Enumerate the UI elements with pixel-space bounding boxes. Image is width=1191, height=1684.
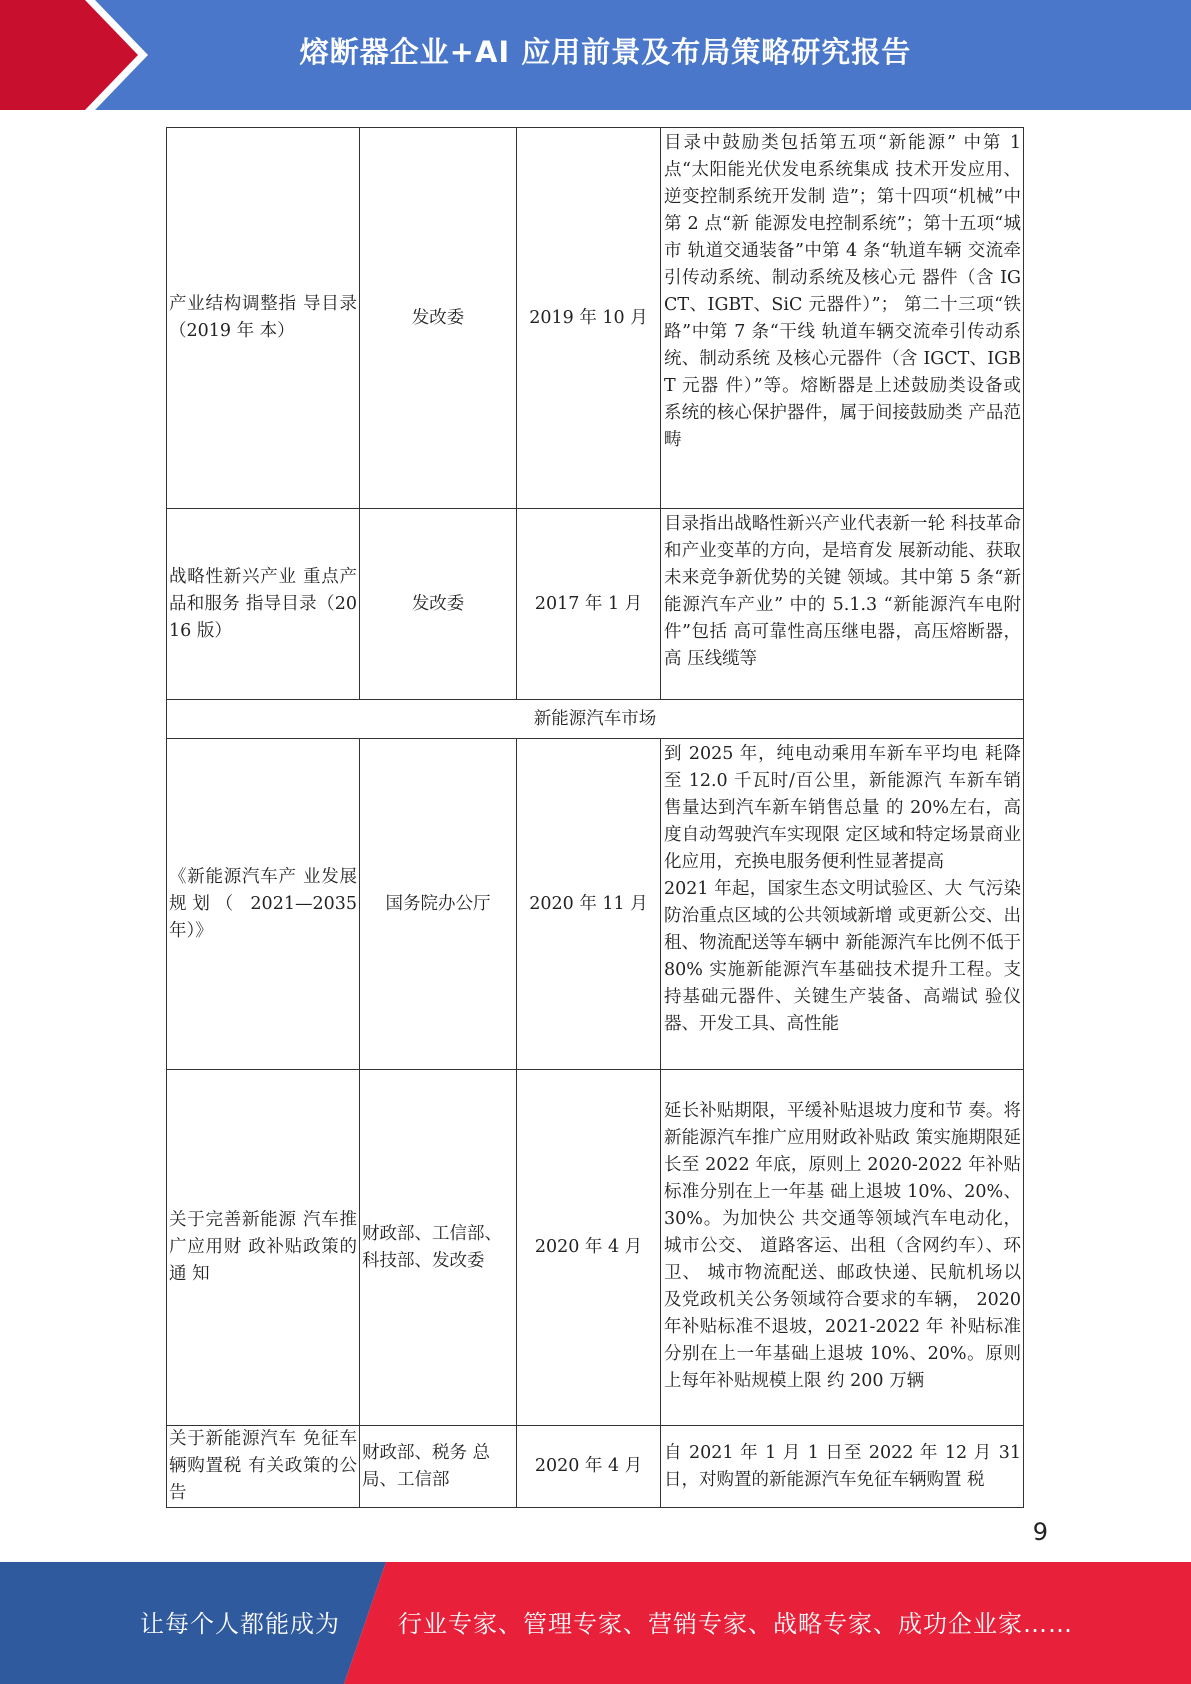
date-cell: 2020 年 11 月 xyxy=(517,739,661,1070)
description-cell: 目录中鼓励类包括第五项“新能源” 中第 1 点“太阳能光伏发电系统集成 技术开发应用、逆变控制系统开发制 造”；第十四项“机械”中第 2 点“新 能源发电控制系统”；第十五项“城市 轨道交通装备”中第 4 条“轨道车辆 交流牵引传动系统、制动系统及核心元 器件（含 IGCT、IGBT、SiC 元器件）”； 第二十三项“铁路”中第 7 条“干线 轨道车辆交流牵引传动系统、制动系统 及核心元器件（含 IGCT、IGBT 元器 件）”等。熔断器是上述鼓励类设备或 系统的核心保护器件，属于间接鼓励类 产品范畴 xyxy=(661,128,1024,509)
policy-name-cell: 关于完善新能源 汽车推广应用财 政补贴政策的通 知 xyxy=(167,1070,360,1426)
policy-name-cell: 战略性新兴产业 重点产品和服务 指导目录（2016 版） xyxy=(167,509,360,700)
footer-slogan-right: 行业专家、管理专家、营销专家、战略专家、成功企业家…… xyxy=(398,1610,1073,1638)
date-cell: 2017 年 1 月 xyxy=(517,509,661,700)
department-cell: 国务院办公厅 xyxy=(360,739,517,1070)
table-row xyxy=(167,1426,1024,1508)
description-cell: 自 2021 年 1 月 1 日至 2022 年 12 月 31 日，对购置的新能源汽车免征车辆购置 税 xyxy=(661,1426,1024,1508)
policy-table xyxy=(166,127,1024,1508)
table-row xyxy=(167,509,1024,700)
table-row xyxy=(167,128,1024,509)
date-cell: 2019 年 10 月 xyxy=(517,128,661,509)
report-title: 熔断器企业+AI 应用前景及布局策略研究报告 xyxy=(299,34,912,69)
department-cell: 财政部、工信部、科技部、发改委 xyxy=(360,1070,517,1426)
section-title: 新能源汽车市场 xyxy=(167,700,1024,739)
description-cell xyxy=(661,739,1024,1070)
date-cell: 2020 年 4 月 xyxy=(517,1070,661,1426)
table-row xyxy=(167,739,1024,1070)
section-header-row xyxy=(167,700,1024,739)
page-header xyxy=(0,0,1191,110)
department-cell: 发改委 xyxy=(360,509,517,700)
description-paragraph: 到 2025 年，纯电动乘用车新车平均电 耗降至 12.0 千瓦时/百公里，新能源汽 车新车销售量达到汽车新车销售总量 的 20%左右，高度自动驾驶汽车实现限 定区域和特定场景商业化应用，充换电服务便利性显著提高 xyxy=(664,744,1021,872)
department-cell: 发改委 xyxy=(360,128,517,509)
description-paragraph: 2021 年起，国家生态文明试验区、大 气污染防治重点区域的公共领域新增 或更新公交、出租、物流配送等车辆中 新能源汽车比例不低于 80% 实施新能源汽车基础技术提升工程。支 持基础元器件、关键生产装备、高端试 验仪器、开发工具、高性能 xyxy=(664,879,1021,1034)
page-number: 9 xyxy=(1032,1518,1048,1546)
description-cell: 目录指出战略性新兴产业代表新一轮 科技革命和产业变革的方向，是培育发 展新动能、获取未来竞争新优势的关键 领域。其中第 5 条“新能源汽车产业” 中的 5.1.3 “新能源汽车电附件”包括 高可靠性高压继电器，高压熔断器，高 压线缆等 xyxy=(661,509,1024,700)
table-row xyxy=(167,1070,1024,1426)
policy-name-cell: 产业结构调整指 导目录（2019 年 本） xyxy=(167,128,360,509)
department-cell: 财政部、税务 总局、工信部 xyxy=(360,1426,517,1508)
date-cell: 2020 年 4 月 xyxy=(517,1426,661,1508)
description-cell: 延长补贴期限，平缓补贴退坡力度和节 奏。将新能源汽车推广应用财政补贴政 策实施期限延长至 2022 年底，原则上 2020-2022 年补贴标准分别在上一年基 础上退坡 10%、20%、30%。为加快公 共交通等领域汽车电动化，城市公交、 道路客运、出租（含网约车）、环卫、 城市物流配送、邮政快递、民航机场以 及党政机关公务领域符合要求的车辆， 2020 年补贴标准不退坡，2021-2022 年 补贴标准分别在上一年基础上退坡 10%、20%。原则上每年补贴规模上限 约 200 万辆 xyxy=(661,1070,1024,1426)
policy-name-cell: 《新能源汽车产 业发展规划（ 2021—2035 年）》 xyxy=(167,739,360,1070)
footer-slogan-left: 让每个人都能成为 xyxy=(140,1610,340,1638)
policy-name-cell: 关于新能源汽车 免征车辆购置税 有关政策的公告 xyxy=(167,1426,360,1508)
